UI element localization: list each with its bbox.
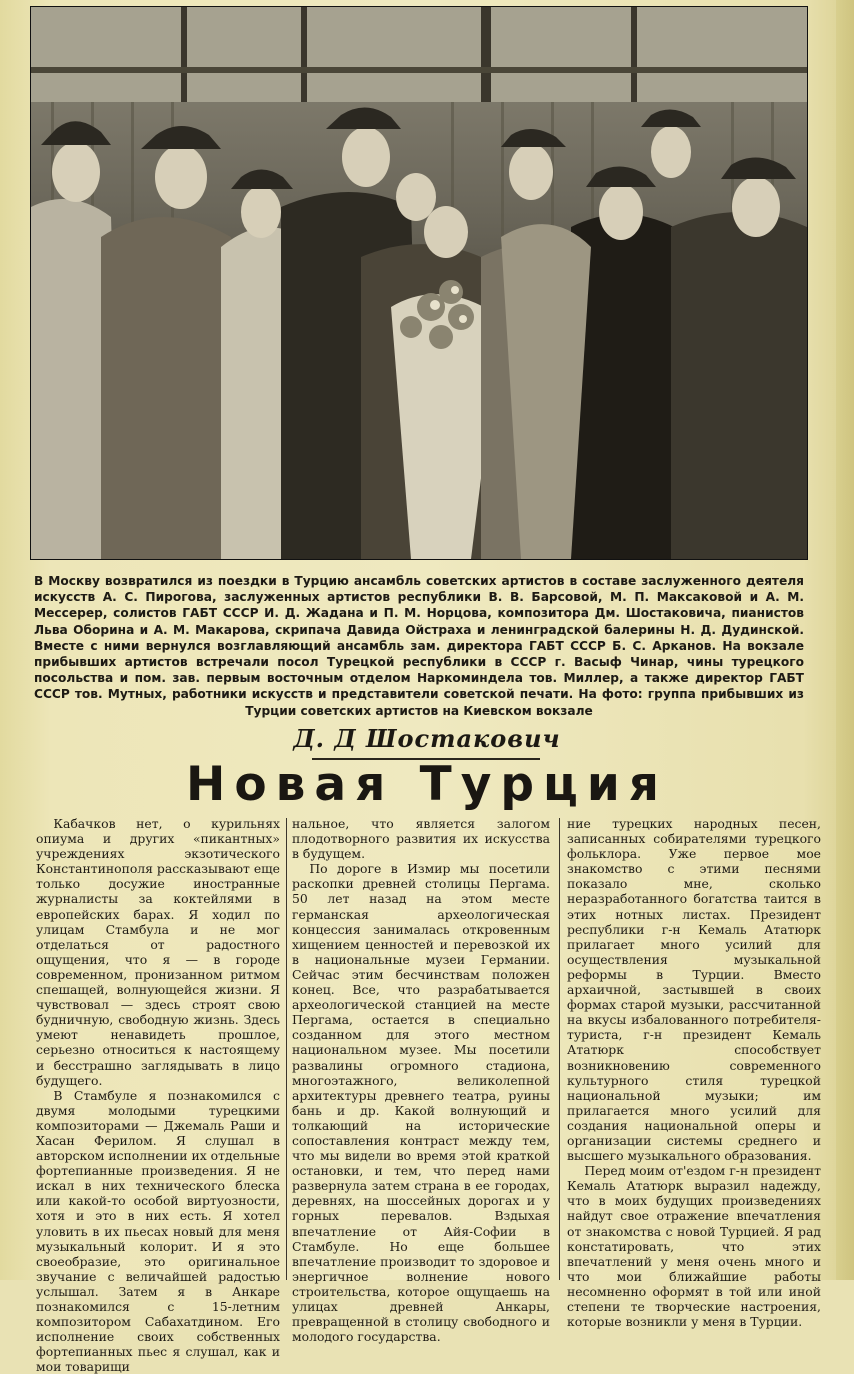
photo-caption: В Москву возвратился из поездки в Турцию ансамбль советских артистов в составе заслуженного деятеля искусств А. С. Пирогова, заслуженных артистов республики В. В. Барсовой, М. П. Максаковой и А. М. Мессерер, солистов ГАБТ СССР И. Д. Жадана и П. М. Норцова, композитора Дм. Шостаковича, пианистов Льва Оборина и А. М. Макарова, скрипача Давида Ойстраха и ленинградской балерины Н. Д. Дудинской. Вместе с ними вернулся возглавляющий ансамбль зам. директора ГАБТ СССР Б. С. Арканов. На вокзале прибывших артистов встречали посол Турецкой республики в СССР г. Васыф Чинар, чины турецкого посольства и пом. зав. первым восточным отделом Наркоминдела тов. Миллер, а также директор ГАБТ СССР тов. Мутных, работники искусств и представители советской печати. На фото: группа прибывших из Турции советских артистов на Киевском вокзале xyxy=(34,574,804,718)
paragraph: ние турецких народных песен, записанных собирателями турецкого фольклора. Уже первое мое знакомство с этими песнями показало мне, сколько неразработанного богатства таится в этих нотных листах. Президент республики г-н Кемаль Ататюрк прилагает много усилий для осуществления музыкальной реформы в Турции. Вместо архаичной, застывшей в своих формах старой музыки, рассчитанной на вкусы избалованного потребителя-туриста, г-н президент Кемаль Ататюрк способствует возникновению современного культурного стиля турецкой национальной музыки; им прилагается много усилий для создания национальной оперы и организации системы среднего и высшего музыкального образования. xyxy=(567,816,821,1164)
paragraph: Перед моим от'ездом г-н президент Кемаль Ататюрк выразил надежду, что в моих будущих произведениях найдут свое отражение впечатления от знакомства с новой Турцией. Я рад констатировать, что этих впечатлений у меня очень много и что мои ближайшие работы несомненно оформят в той или иной степени те творческие настроения, которые возникли у меня в Турции. xyxy=(567,1163,821,1330)
group-photo-image xyxy=(31,7,807,559)
paragraph: нальное, что является залогом плодотворного развития их искусства в будущем. xyxy=(292,816,550,862)
paragraph: Кабачков нет, о курильнях опиума и других «пикантных» учреждениях экзотического Константинополя рассказывают еще только досужие иностранные журналисты за коктейлями в европейских барах. Я ходил по улицам Стамбула и не мог отделаться от радостного ощущения, что я — в городе современном, пронизанном ритмом спешащей, волнующейся жизни. Я чувствовал — здесь строят свою будничную, свободную жизнь. Здесь умеют ненавидеть прошлое, серьезно относиться к настоящему и бесстрашно заглядывать в лицо будущего. xyxy=(36,816,281,1088)
page-edge xyxy=(836,0,854,1280)
column-divider xyxy=(286,818,287,1280)
column-divider xyxy=(559,818,560,1280)
article-column-1 xyxy=(36,816,281,1374)
paragraph: В Стамбуле я познакомился с двумя молодыми турецкими композиторами — Джемаль Раши и Хасан Ферилом. Я слушал в авторском исполнении их отдельные фортепианные произведения. Я не искал в них технического блеска или какой-то особой виртуозности, хотя и это в них есть. Я хотел уловить в их пьесах новый для меня музыкальный колорит. И я это своеобразие, это оригинальное звучание с величайшей радостью услышал. Затем я в Анкаре познакомился с 15-летним композитором Сабахатдином. Его исполнение своих собственных фортепианных пьес я слушал, как и мои товарищи xyxy=(36,1087,280,1374)
paragraph: По дороге в Измир мы посетили раскопки древней столицы Пергама. 50 лет назад на этом месте германская археологическая концессия занималась откровенным хищением ценностей и перевозкой их в национальные музеи Германии. Сейчас этим бесчинствам положен конец. Все, что разрабатывается археологической станцией на месте Пергама, остается в специально созданном для этого местном национальном музее. Мы посетили развалины огромного стадиона, многоэтажного, великолепной архитектуры древнего театра, руины бань и др. Какой волнующий и толкающий на исторические сопоставления контраст между тем, что мы видели во время этой краткой остановки, и тем, что перед нами развернула затем страна в ее городах, деревнях, на шоссейных дорогах и у горных перевалов. Вздыхая впечатление от Айя-Софии в Стамбуле. Но еще большее впечатление производит то здоровое и энергичное волнение нового строительства, которое ощущаешь на улицах древней Анкары, превращенной в столицу свободного и молодого государства. xyxy=(292,861,550,1345)
author-byline: Д. Д Шостакович xyxy=(293,724,561,753)
article-headline: Новая Турция xyxy=(186,757,668,812)
article-column-2 xyxy=(292,816,550,1345)
group-photo xyxy=(30,6,808,560)
article-column-3 xyxy=(567,816,821,1330)
